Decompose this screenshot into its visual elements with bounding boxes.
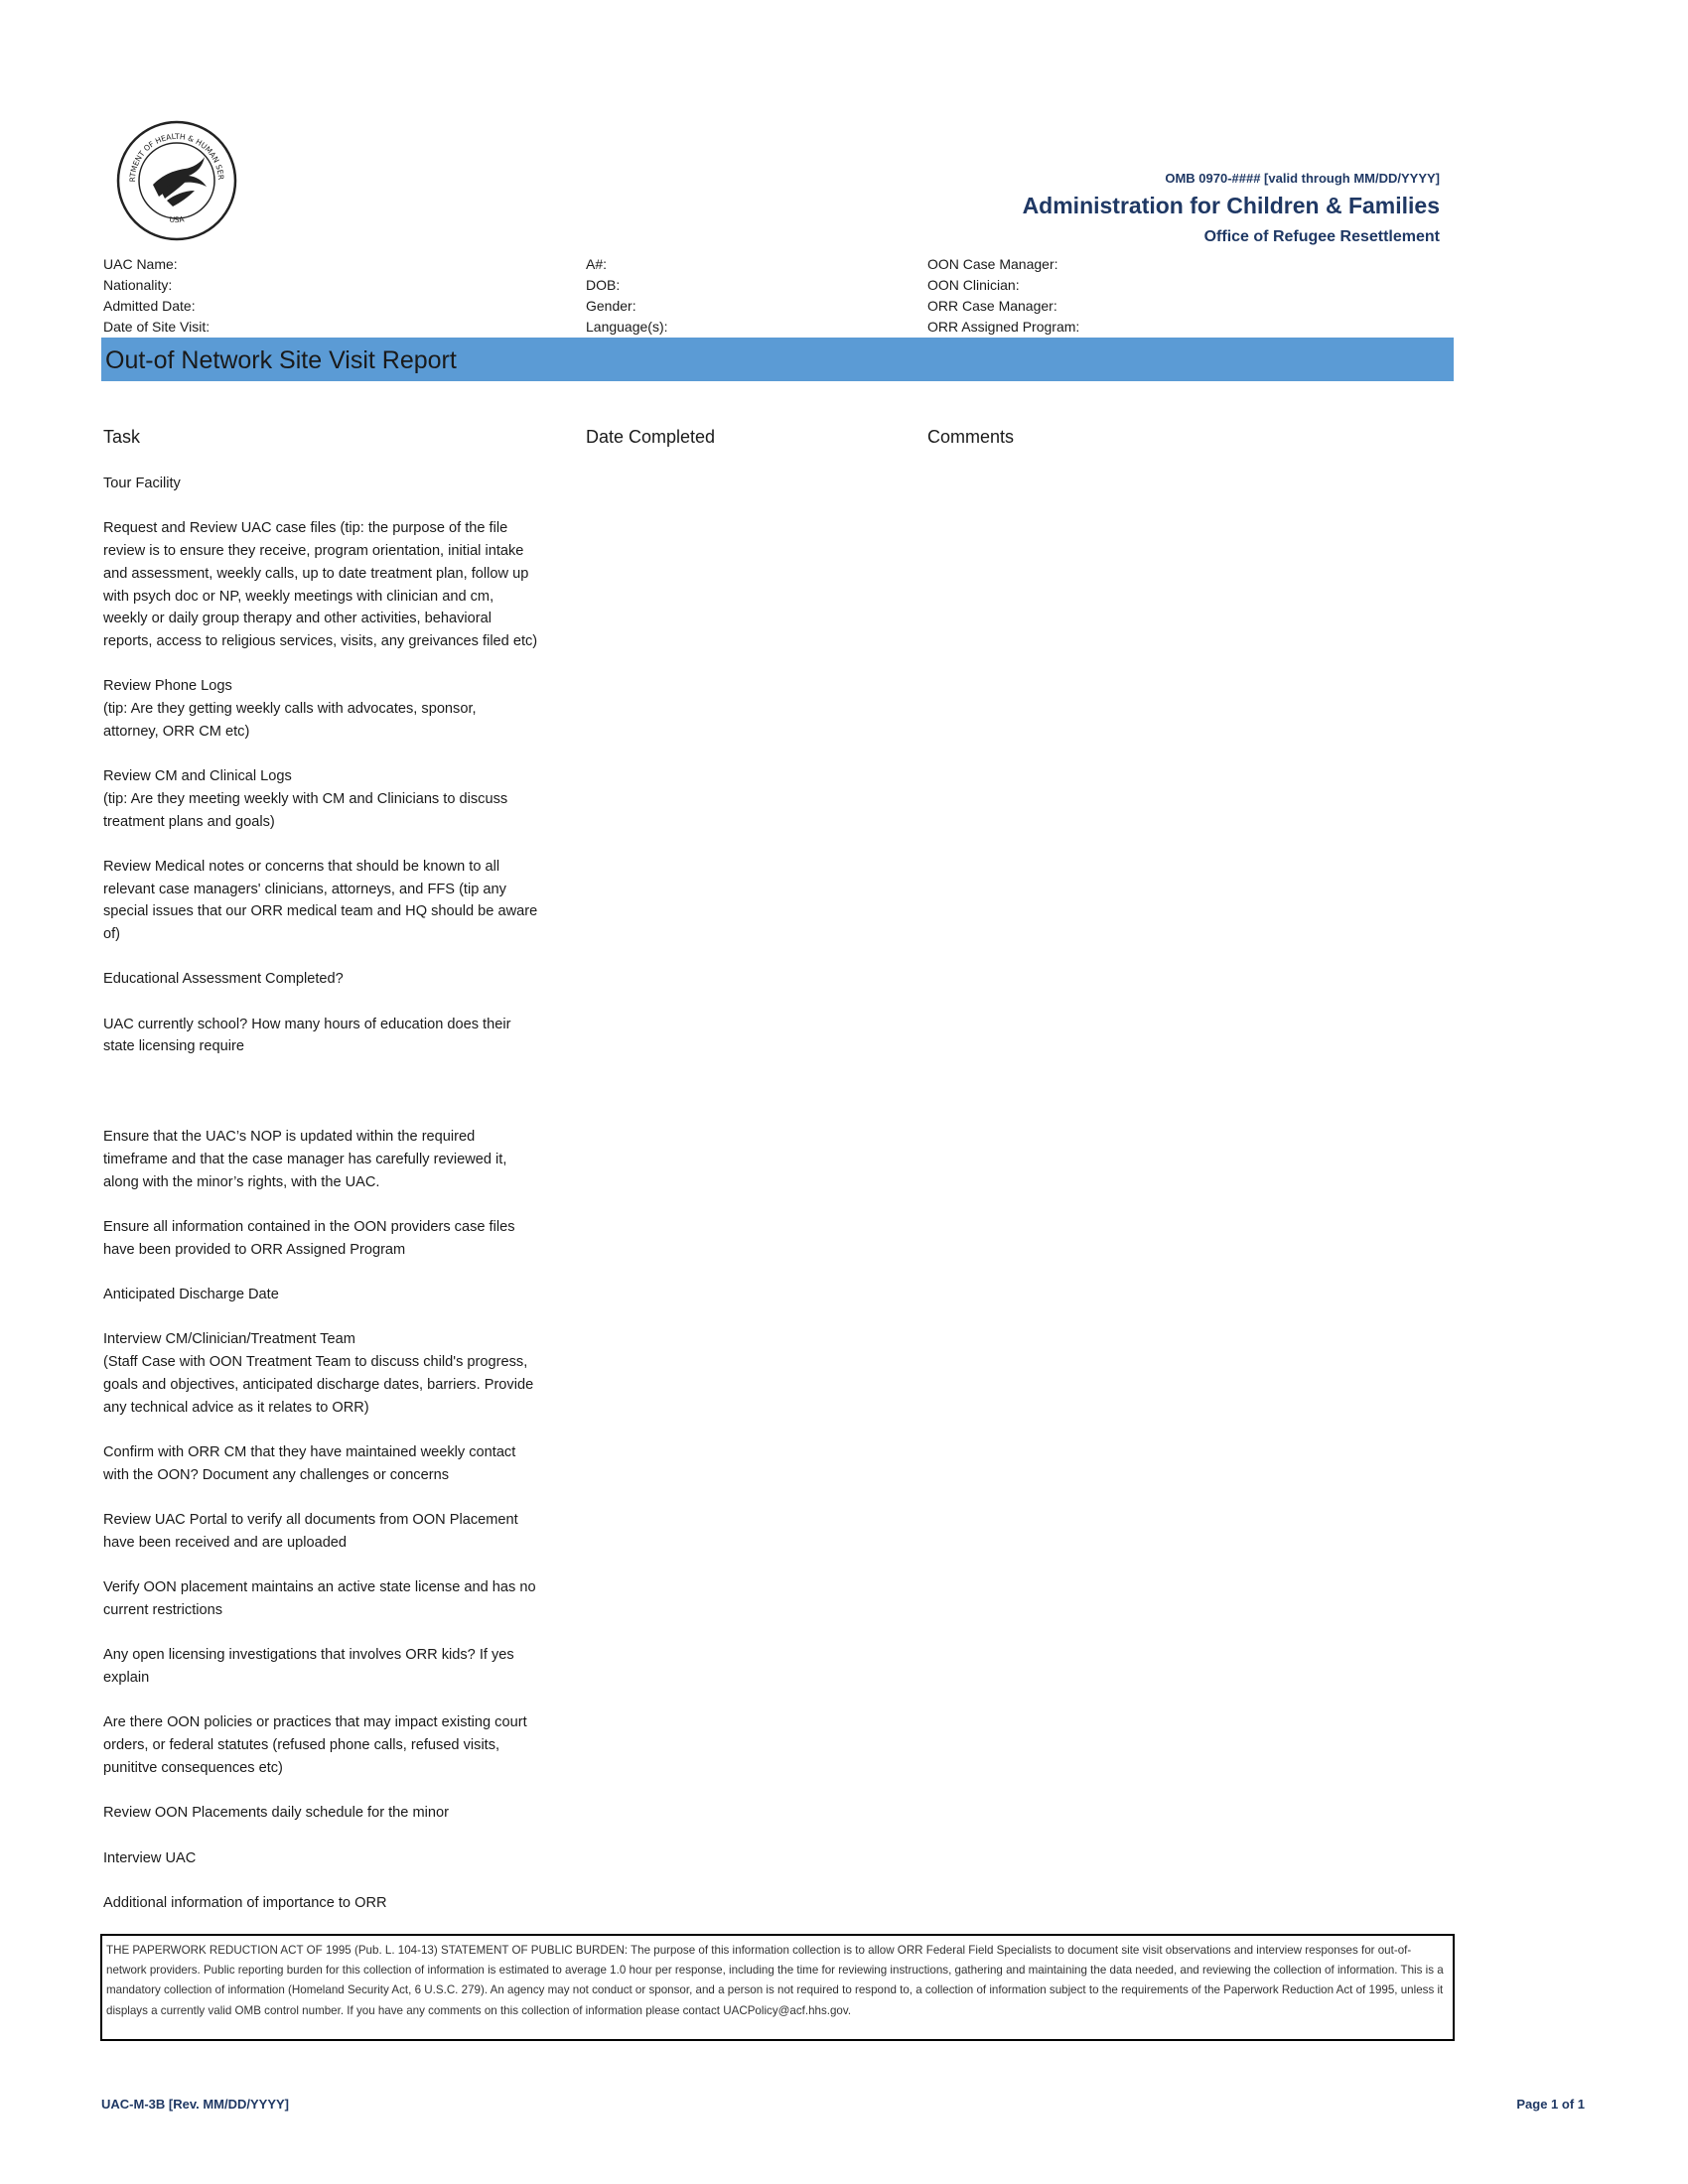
- office-name: Office of Refugee Resettlement: [1203, 228, 1440, 245]
- agency-name: Administration for Children & Families: [1022, 193, 1440, 218]
- gender-label: Gender:: [586, 298, 636, 314]
- svg-text:USA: USA: [168, 214, 186, 225]
- case-info-column-3: [927, 254, 1079, 338]
- task-item: Interview UAC: [103, 1849, 197, 1866]
- case-info-column-2: [586, 254, 668, 338]
- orr-case-manager-label: ORR Case Manager:: [927, 298, 1057, 314]
- orr-assigned-program-label: ORR Assigned Program:: [927, 319, 1080, 335]
- hhs-seal-icon: [115, 119, 238, 242]
- task-item: Educational Assessment Completed?: [103, 971, 344, 988]
- uac-name-label: UAC Name:: [103, 256, 178, 272]
- paperwork-reduction-statement: THE PAPERWORK REDUCTION ACT OF 1995 (Pub. L. 104-13) STATEMENT OF PUBLIC BURDEN: The purpose of this information collection is to allow ORR Federal Field Specialists to document site visit observations and interview responses for out-of-network providers. Public reporting burden for this collection of information is estimated to average 1.0 hour per response, including the time for reviewing instructions, gathering and maintaining the data needed, and reviewing the collection of information. This is a mandatory collection of information (Homeland Security Act, 6 U.S.C. 279). An agency may not conduct or sponsor, and a person is not required to respond to, a collection of information subject to the requirements of the Paperwork Reduction Act of 1995, unless it displays a currently valid OMB control number. If you have any comments on this collection of information please contact UACPolicy@acf.hhs.gov.: [100, 1934, 1455, 2041]
- task-item: Ensure all information contained in the OON providers case files have been provided to ORR Assigned Program: [103, 1218, 515, 1258]
- site-visit-date-label: Date of Site Visit:: [103, 319, 211, 335]
- task-item: Any open licensing investigations that involves ORR kids? If yes explain: [103, 1647, 514, 1686]
- task-item: Verify OON placement maintains an active state license and has no current restrictions: [103, 1579, 536, 1618]
- task-list: [103, 473, 570, 1937]
- a-number-label: A#:: [586, 256, 608, 272]
- svg-text:DEPARTMENT OF HEALTH & HUMAN S: RTMENT OF HEALTH & HUMAN SER: [127, 131, 226, 183]
- admitted-date-label: Admitted Date:: [103, 298, 196, 314]
- task-item: Review Phone Logs (tip: Are they getting weekly calls with advocates, sponsor, attorney, ORR CM etc): [103, 678, 477, 740]
- omb-control-number: OMB 0970-#### [valid through MM/DD/YYYY]: [1165, 171, 1440, 186]
- task-item: Anticipated Discharge Date: [103, 1287, 279, 1303]
- task-item: Ensure that the UAC’s NOP is updated within the required timeframe and that the case manager has carefully reviewed it, along with the minor’s rights, with the UAC.: [103, 1129, 507, 1190]
- case-info-column-1: [103, 254, 210, 338]
- oon-clinician-label: OON Clinician:: [927, 277, 1020, 293]
- date-completed-column-header: Date Completed: [586, 427, 716, 447]
- report-title: Out-of Network Site Visit Report: [101, 338, 1454, 381]
- task-item: Tour Facility: [103, 476, 181, 491]
- task-item: Request and Review UAC case files (tip: the purpose of the file review is to ensure they receive, program orientation, initial intake and assessment, weekly calls, up to date treatment plan, follow up with psych doc or NP, weekly meetings with clinician and cm, weekly or daily group therapy and other activities, behavioral reports, access to religious services, visits, any greivances filed etc): [103, 520, 538, 649]
- task-item: Review OON Placements daily schedule for the minor: [103, 1805, 449, 1822]
- task-column-header: Task: [103, 427, 141, 447]
- task-item: Are there OON policies or practices that may impact existing court orders, or federal statutes (refused phone calls, refused visits, punititve consequences etc): [103, 1714, 527, 1776]
- comments-column-header: Comments: [927, 427, 1015, 447]
- nationality-label: Nationality:: [103, 277, 173, 293]
- task-item: Additional information of importance to ORR: [103, 1894, 387, 1911]
- form-id: UAC-M-3B [Rev. MM/DD/YYYY]: [101, 2097, 289, 2112]
- page-number: Page 1 of 1: [1516, 2097, 1585, 2112]
- task-item: Interview CM/Clinician/Treatment Team (Staff Case with OON Treatment Team to discuss child's progress, goals and objectives, anticipated discharge dates, barriers. Provide any technical advice as it relates to ORR): [103, 1331, 534, 1416]
- dob-label: DOB:: [586, 277, 621, 293]
- hhs-seal: [115, 119, 238, 242]
- task-item: Review CM and Clinical Logs (tip: Are they meeting weekly with CM and Clinicians to discuss treatment plans and goals): [103, 768, 508, 830]
- task-item: Review Medical notes or concerns that should be known to all relevant case managers' clinicians, attorneys, and FFS (tip any special issues that our ORR medical team and HQ should be aware of): [103, 858, 538, 942]
- task-item: Review UAC Portal to verify all documents from OON Placement have been received and are uploaded: [103, 1512, 518, 1551]
- task-item: Confirm with ORR CM that they have maintained weekly contact with the OON? Document any challenges or concerns: [103, 1443, 516, 1483]
- task-item: UAC currently school? How many hours of education does their state licensing require: [103, 1016, 511, 1055]
- oon-case-manager-label: OON Case Manager:: [927, 256, 1058, 272]
- case-info-grid: [103, 254, 1454, 338]
- languages-label: Language(s):: [586, 319, 668, 335]
